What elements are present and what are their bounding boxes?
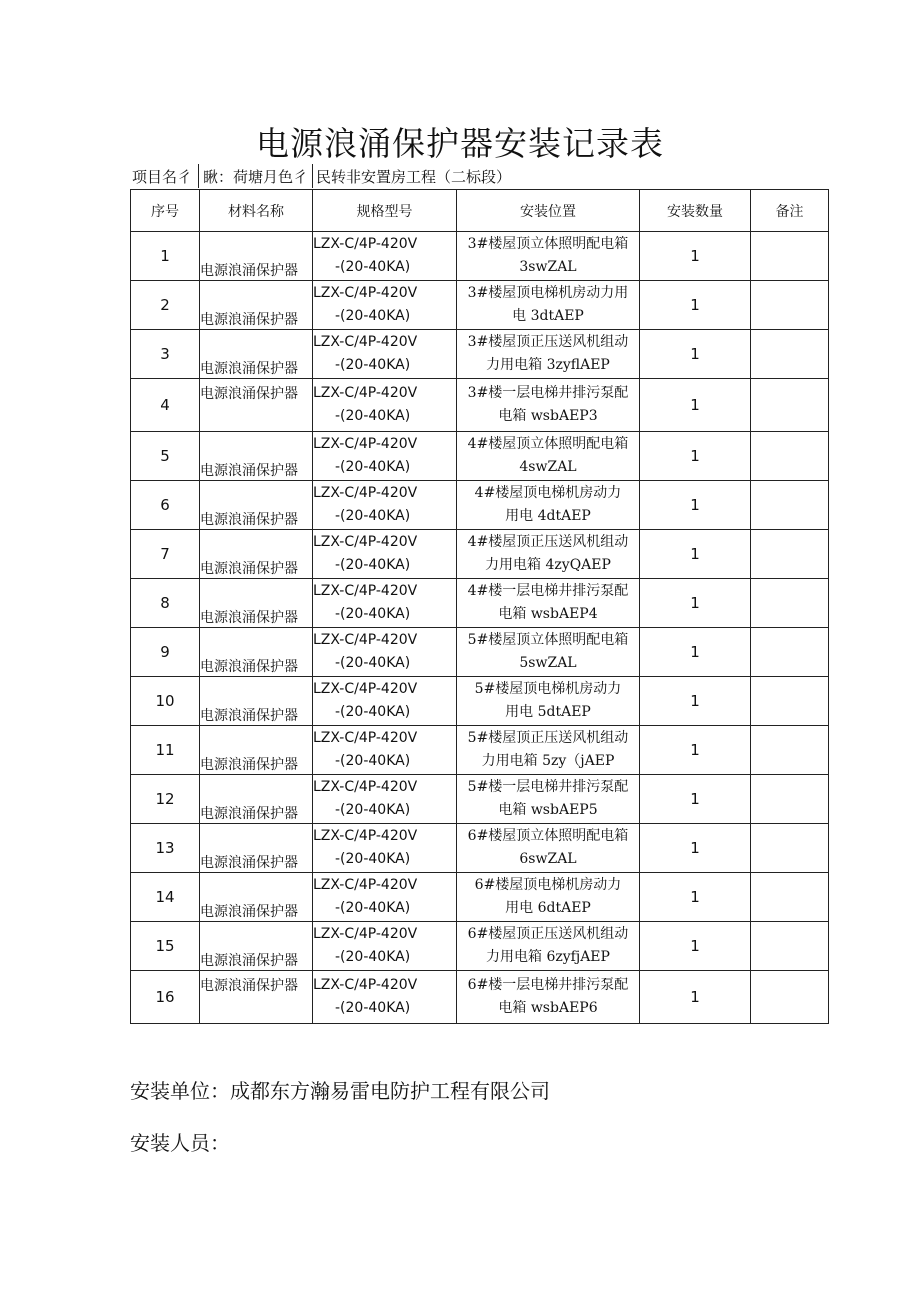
spec-line-1: LZX-C/4P-420V [313,436,418,452]
location-line-2: 电箱 wsbAEP5 [498,802,598,818]
install-location-cell [457,481,640,530]
spec-line-2: -(20-40KA) [335,408,411,424]
spec-line-2: -(20-40KA) [335,704,411,720]
spec-model-cell [313,481,457,530]
spec-model-cell [313,232,457,281]
remarks-cell [751,628,829,677]
quantity-cell: 1 [640,579,751,628]
location-line-1: 4#楼屋顶正压送风机组动 [467,534,629,550]
table-row [131,432,829,481]
location-line-1: 6#楼屋顶正压送风机组动 [467,926,629,942]
remarks-cell [751,873,829,922]
spec-model-cell [313,922,457,971]
table-row [131,281,829,330]
location-line-2: 4swZAL [519,459,577,475]
remarks-cell [751,530,829,579]
table-row [131,677,829,726]
install-location-cell [457,873,640,922]
quantity-cell: 1 [640,281,751,330]
install-location-cell [457,971,640,1024]
spec-line-2: -(20-40KA) [335,357,411,373]
spec-model-cell [313,971,457,1024]
page-title: 电源浪涌保护器安装记录表 [256,124,664,163]
spec-line-2: -(20-40KA) [335,655,411,671]
location-line-2: 电箱 wsbAEP3 [498,408,598,424]
remarks-cell [751,726,829,775]
header-spec-model: 规格型号 [313,190,457,232]
serial-no-cell: 2 [131,281,200,330]
location-line-2: 力用电箱 3zyflAEP [486,357,610,373]
spec-line-1: LZX-C/4P-420V [313,334,418,350]
serial-no-cell: 5 [131,432,200,481]
quantity-cell: 1 [640,379,751,432]
remarks-cell [751,971,829,1024]
material-name-cell: 电源浪涌保护器 [200,726,313,775]
spec-model-cell [313,432,457,481]
table-row [131,824,829,873]
spec-line-2: -(20-40KA) [335,802,411,818]
location-line-2: 力用电箱 4zyQAEP [485,557,611,573]
location-line-1: 5#楼屋顶正压送风机组动 [467,730,629,746]
quantity-cell: 1 [640,628,751,677]
spec-line-2: -(20-40KA) [335,1000,411,1016]
spec-line-2: -(20-40KA) [335,949,411,965]
project-value-part2: 民转非安置房工程（二标段） [316,168,512,186]
spec-line-1: LZX-C/4P-420V [313,236,418,252]
spec-line-1: LZX-C/4P-420V [313,485,418,501]
spec-line-1: LZX-C/4P-420V [313,779,418,795]
spec-line-2: -(20-40KA) [335,851,411,867]
serial-no-cell: 10 [131,677,200,726]
location-line-1: 3#楼一层电梯井排污泵配 [467,385,629,401]
install-location-cell [457,281,640,330]
spec-line-1: LZX-C/4P-420V [313,632,418,648]
material-name-cell: 电源浪涌保护器 [200,432,313,481]
remarks-cell [751,922,829,971]
serial-no-cell: 8 [131,579,200,628]
location-line-1: 4#楼屋顶立体照明配电箱 [467,436,629,452]
remarks-cell [751,677,829,726]
install-location-cell [457,726,640,775]
spec-model-cell [313,824,457,873]
location-line-2: 力用电箱 6zyfjAEP [486,949,610,965]
spec-model-cell [313,330,457,379]
quantity-cell: 1 [640,873,751,922]
location-line-2: 3swZAL [519,259,577,275]
material-name-cell: 电源浪涌保护器 [200,379,313,432]
quantity-cell: 1 [640,922,751,971]
spec-line-2: -(20-40KA) [335,557,411,573]
serial-no-cell: 15 [131,922,200,971]
spec-line-1: LZX-C/4P-420V [313,926,418,942]
spec-model-cell [313,579,457,628]
table-header-row [131,190,829,232]
spec-model-cell [313,379,457,432]
location-line-1: 3#楼屋顶正压送风机组动 [467,334,629,350]
material-name-cell: 电源浪涌保护器 [200,330,313,379]
install-location-cell [457,824,640,873]
install-location-cell [457,232,640,281]
spec-line-1: LZX-C/4P-420V [313,534,418,550]
install-personnel: 安装人员： [130,1131,230,1155]
table-row [131,628,829,677]
location-line-2: 电 3dtAEP [512,308,584,324]
location-line-2: 5swZAL [519,655,577,671]
project-divider-2 [312,164,313,188]
spec-line-1: LZX-C/4P-420V [313,681,418,697]
spec-model-cell [313,775,457,824]
location-line-1: 5#楼屋顶电梯机房动力 [474,681,622,697]
spec-line-1: LZX-C/4P-420V [313,385,418,401]
header-remarks: 备注 [751,190,829,232]
spec-model-cell [313,726,457,775]
serial-no-cell: 1 [131,232,200,281]
material-name-cell: 电源浪涌保护器 [200,628,313,677]
remarks-cell [751,579,829,628]
install-unit: 安装单位：成都东方瀚易雷电防护工程有限公司 [130,1079,550,1103]
spec-line-1: LZX-C/4P-420V [313,877,418,893]
serial-no-cell: 13 [131,824,200,873]
remarks-cell [751,281,829,330]
spec-model-cell [313,530,457,579]
material-name-cell: 电源浪涌保护器 [200,873,313,922]
material-name-cell: 电源浪涌保护器 [200,530,313,579]
serial-no-cell: 3 [131,330,200,379]
remarks-cell [751,432,829,481]
location-line-1: 6#楼屋顶电梯机房动力 [474,877,622,893]
table-row [131,530,829,579]
quantity-cell: 1 [640,775,751,824]
remarks-cell [751,232,829,281]
location-line-1: 5#楼一层电梯井排污泵配 [467,779,629,795]
location-line-2: 电箱 wsbAEP6 [498,1000,598,1016]
install-location-cell [457,922,640,971]
material-name-cell: 电源浪涌保护器 [200,579,313,628]
install-location-cell [457,379,640,432]
table-row [131,330,829,379]
table-row [131,775,829,824]
location-line-1: 3#楼屋顶电梯机房动力用 [467,285,629,301]
install-location-cell [457,677,640,726]
table-row [131,379,829,432]
quantity-cell: 1 [640,330,751,379]
material-name-cell: 电源浪涌保护器 [200,971,313,1024]
location-line-2: 用电 6dtAEP [505,900,591,916]
serial-no-cell: 6 [131,481,200,530]
install-location-cell [457,628,640,677]
project-label: 项目名彳 [132,168,193,186]
remarks-cell [751,481,829,530]
serial-no-cell: 7 [131,530,200,579]
project-name-row [130,164,830,188]
spec-line-2: -(20-40KA) [335,753,411,769]
install-location-cell [457,775,640,824]
header-install-quantity: 安装数量 [640,190,751,232]
quantity-cell: 1 [640,232,751,281]
spec-line-2: -(20-40KA) [335,900,411,916]
material-name-cell: 电源浪涌保护器 [200,677,313,726]
quantity-cell: 1 [640,481,751,530]
quantity-cell: 1 [640,971,751,1024]
spec-line-2: -(20-40KA) [335,308,411,324]
location-line-1: 4#楼一层电梯井排污泵配 [467,583,629,599]
quantity-cell: 1 [640,824,751,873]
spec-line-1: LZX-C/4P-420V [313,285,418,301]
quantity-cell: 1 [640,726,751,775]
location-line-1: 3#楼屋顶立体照明配电箱 [467,236,629,252]
remarks-cell [751,775,829,824]
install-location-cell [457,330,640,379]
install-location-cell [457,432,640,481]
header-install-location: 安装位置 [457,190,640,232]
serial-no-cell: 9 [131,628,200,677]
header-material-name: 材料名称 [200,190,313,232]
serial-no-cell: 12 [131,775,200,824]
location-line-2: 6swZAL [519,851,577,867]
location-line-2: 用电 5dtAEP [505,704,591,720]
table-row [131,481,829,530]
serial-no-cell: 11 [131,726,200,775]
material-name-cell: 电源浪涌保护器 [200,824,313,873]
spec-line-2: -(20-40KA) [335,459,411,475]
location-line-1: 6#楼一层电梯井排污泵配 [467,977,629,993]
remarks-cell [751,379,829,432]
spec-model-cell [313,677,457,726]
spec-line-2: -(20-40KA) [335,606,411,622]
material-name-cell: 电源浪涌保护器 [200,281,313,330]
header-serial-no: 序号 [131,190,200,232]
spec-line-2: -(20-40KA) [335,508,411,524]
remarks-cell [751,824,829,873]
spec-model-cell [313,281,457,330]
quantity-cell: 1 [640,677,751,726]
installation-record-table [130,189,829,1024]
spec-model-cell [313,873,457,922]
table-row [131,971,829,1024]
spec-line-1: LZX-C/4P-420V [313,583,418,599]
location-line-1: 4#楼屋顶电梯机房动力 [474,485,622,501]
install-location-cell [457,579,640,628]
serial-no-cell: 14 [131,873,200,922]
location-line-1: 5#楼屋顶立体照明配电箱 [467,632,629,648]
serial-no-cell: 4 [131,379,200,432]
remarks-cell [751,330,829,379]
spec-line-2: -(20-40KA) [335,259,411,275]
material-name-cell: 电源浪涌保护器 [200,232,313,281]
spec-model-cell [313,628,457,677]
table-row [131,873,829,922]
table-row [131,922,829,971]
material-name-cell: 电源浪涌保护器 [200,775,313,824]
serial-no-cell: 16 [131,971,200,1024]
spec-line-1: LZX-C/4P-420V [313,828,418,844]
table-row [131,232,829,281]
quantity-cell: 1 [640,530,751,579]
location-line-1: 6#楼屋顶立体照明配电箱 [467,828,629,844]
quantity-cell: 1 [640,432,751,481]
material-name-cell: 电源浪涌保护器 [200,922,313,971]
table-row [131,579,829,628]
install-location-cell [457,530,640,579]
table-row [131,726,829,775]
spec-line-1: LZX-C/4P-420V [313,977,418,993]
location-line-2: 力用电箱 5zy（jAEP [481,753,615,769]
project-value-part1: 瞅：荷塘月色彳 [203,168,309,186]
project-divider-1 [198,164,199,188]
location-line-2: 用电 4dtAEP [505,508,591,524]
material-name-cell: 电源浪涌保护器 [200,481,313,530]
spec-line-1: LZX-C/4P-420V [313,730,418,746]
location-line-2: 电箱 wsbAEP4 [498,606,598,622]
